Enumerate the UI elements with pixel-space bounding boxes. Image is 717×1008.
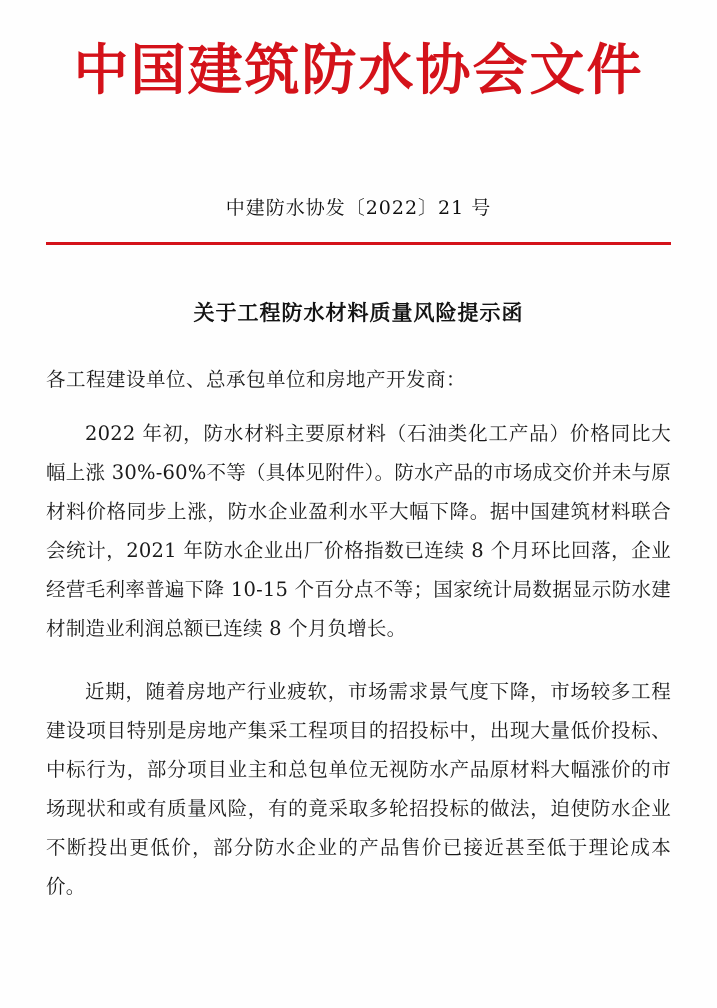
red-divider-rule <box>46 242 671 245</box>
body-paragraph: 近期，随着房地产行业疲软，市场需求景气度下降，市场较多工程建设项目特别是房地产集采工程项目的招投标中，出现大量低价投标、中标行为，部分项目业主和总包单位无视防水产品原材料大幅涨价的市场现状和或有质量风险，有的竟采取多轮招投标的做法，迫使防水企业不断投出更低价，部分防水企业的产品售价已接近甚至低于理论成本价。 <box>46 680 671 899</box>
letterhead <box>46 0 671 101</box>
document-title: 关于工程防水材料质量风险提示函 <box>193 300 524 326</box>
salutation: 各工程建设单位、总承包单位和房地产开发商： <box>46 368 467 392</box>
letterhead-title: 中国建筑防水协会文件 <box>73 37 644 102</box>
body-paragraph: 2022 年初，防水材料主要原材料（石油类化工产品）价格同比大幅上涨 30%-60%不等（具体见附件）。防水产品的市场成交价并未与原材料价格同步上涨，防水企业盈利水平大幅下降。据中国建筑材料联合会统计，2021 年防水企业出厂价格指数已连续 8 个月环比回落，企业经营毛利率普遍下降 10-15 个百分点不等；国家统计局数据显示防水建材制造业利润总额已连续 8 个月负增长。 <box>46 422 671 641</box>
document-number: 中建防水协发〔2022〕21 号 <box>225 197 492 220</box>
